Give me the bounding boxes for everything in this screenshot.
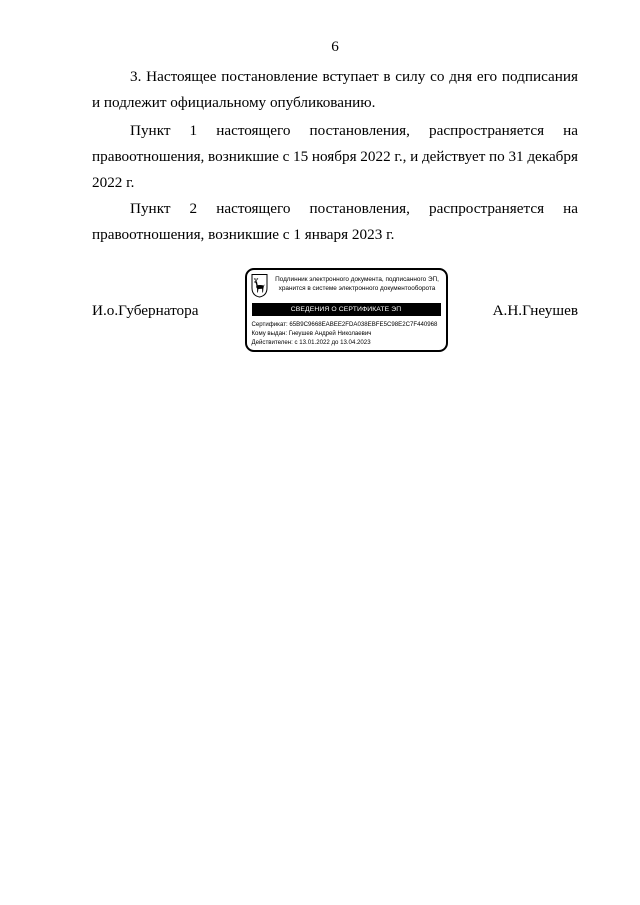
signatory-position: И.о.Губернатора [92, 302, 199, 319]
certificate-label: Сертификат: [251, 321, 288, 328]
validity-row [252, 338, 444, 347]
paragraph-line: Пункт 1 настоящего постановления, распространяется на [130, 122, 578, 139]
paragraph-clause-1 [92, 118, 578, 196]
certificate-row [252, 320, 444, 329]
paragraph-clause-2 [92, 196, 578, 248]
paragraph-effective-date [92, 64, 578, 116]
electronic-signature-stamp [245, 268, 448, 352]
certificate-details [252, 320, 444, 347]
stamp-notice-line: Подлинник электронного документа, подписанного ЭП, [275, 276, 439, 283]
issued-to-label: Кому выдан: [251, 330, 288, 337]
page-number: 6 [331, 38, 339, 55]
paragraph-line: правоотношения, возникшие с 15 ноября 2022 г., и действует по 31 декабря [92, 148, 578, 165]
validity-label: Действителен: [251, 339, 293, 346]
issued-to-row [252, 329, 444, 338]
certificate-value: 65B9C9668EABEE2FDA038EBFE5C98E2C7F440968 [289, 321, 438, 328]
paragraph-line: 2022 г. [92, 174, 135, 191]
stamp-heading: СВЕДЕНИЯ О СЕРТИФИКАТЕ ЭП [252, 303, 441, 316]
issued-to-value: Гнеушев Андрей Николаевич [288, 330, 372, 337]
validity-value: с 13.01.2022 до 13.04.2023 [294, 339, 371, 346]
stamp-notice-line: хранится в системе электронного документооборота [278, 284, 436, 292]
signatory-name: А.Н.Гнеушев [492, 302, 578, 319]
stamp-notice [270, 276, 444, 293]
document-body [92, 64, 578, 248]
paragraph-line: и подлежит официальному опубликованию. [92, 94, 376, 111]
paragraph-line: 3. Настоящее постановление вступает в силу со дня его подписания [130, 68, 578, 85]
paragraph-line: правоотношения, возникшие с 1 января 2023 г. [92, 226, 395, 243]
deer-coat-of-arms-icon [251, 273, 268, 298]
paragraph-line: Пункт 2 настоящего постановления, распространяется на [130, 200, 578, 217]
